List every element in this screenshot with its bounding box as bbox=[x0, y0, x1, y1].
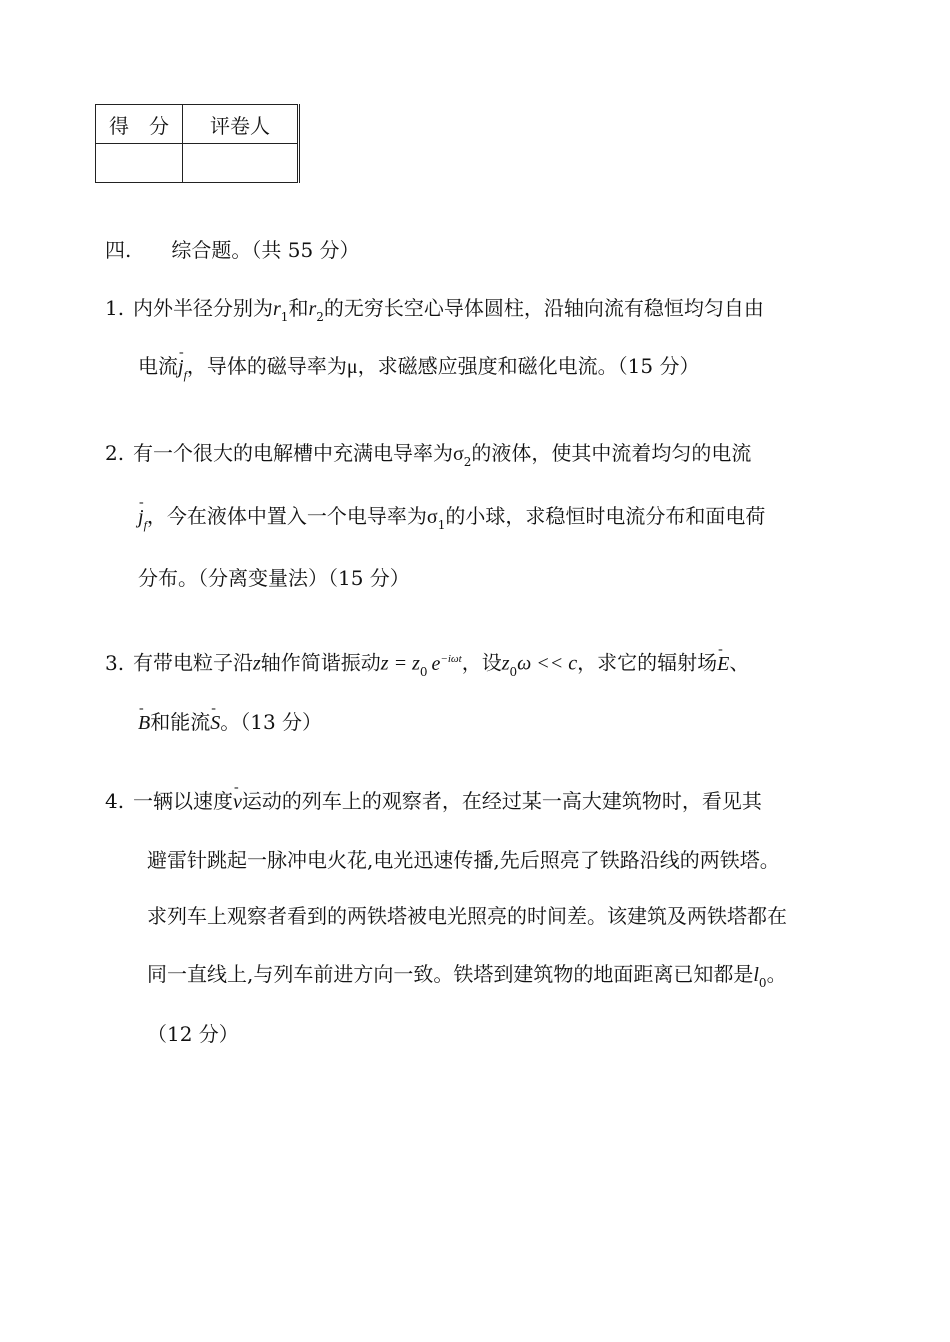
question-4-line-1: 4. 一辆以速度- v运动的列车上的观察者，在经过某一高大建筑物时，看见其 bbox=[105, 787, 762, 816]
score-label: 得 分 bbox=[96, 105, 183, 144]
question-4-line-2: 避雷针跳起一脉冲电火花,电光迅速传播,先后照亮了铁路沿线的两铁塔。 bbox=[147, 848, 780, 872]
grader-cell[interactable] bbox=[183, 144, 299, 183]
question-3-line-2: - B和能流- S。（13 分） bbox=[138, 708, 322, 737]
question-4-line-4: 同一直线上,与列车前进方向一致。铁塔到建筑物的地面距离已知都是$l_0$。 bbox=[147, 962, 787, 990]
question-2-line-3: 分布。（分离变量法）（15 分） bbox=[138, 566, 410, 590]
question-3-line-1: 3. 有带电粒子沿z轴作简谐振动$z = z_0$ $e^{-i\omega t}$，设$z_0\omega << c$，求它的辐射场- E、 bbox=[105, 645, 749, 680]
question-4-line-5: （12 分） bbox=[147, 1022, 239, 1046]
question-2-line-1: 2. 有一个很大的电解槽中充满电导率为$\sigma_2$的液体，使其中流着均匀的电流 bbox=[105, 441, 752, 469]
score-table bbox=[95, 104, 300, 183]
question-1-line-1: 1. 内外半径分别为$r_1$和$r_2$的无穷长空心导体圆柱，沿轴向流有稳恒均匀自由 bbox=[105, 296, 764, 324]
section-heading: 四. 综合题。（共 55 分） bbox=[105, 238, 360, 262]
grader-label: 评卷人 bbox=[183, 105, 299, 144]
question-4-line-3: 求列车上观察者看到的两铁塔被电光照亮的时间差。该建筑及两铁塔都在 bbox=[147, 904, 787, 928]
question-2-line-2: - $j_f$，今在液体中置入一个电导率为$\sigma_1$的小球，求稳恒时电流分布和面电荷 bbox=[138, 502, 765, 533]
score-cell[interactable] bbox=[96, 144, 183, 183]
question-1-line-2: 电流- $j_f$，导体的磁导率为μ，求磁感应强度和磁化电流。（15 分） bbox=[138, 352, 699, 383]
